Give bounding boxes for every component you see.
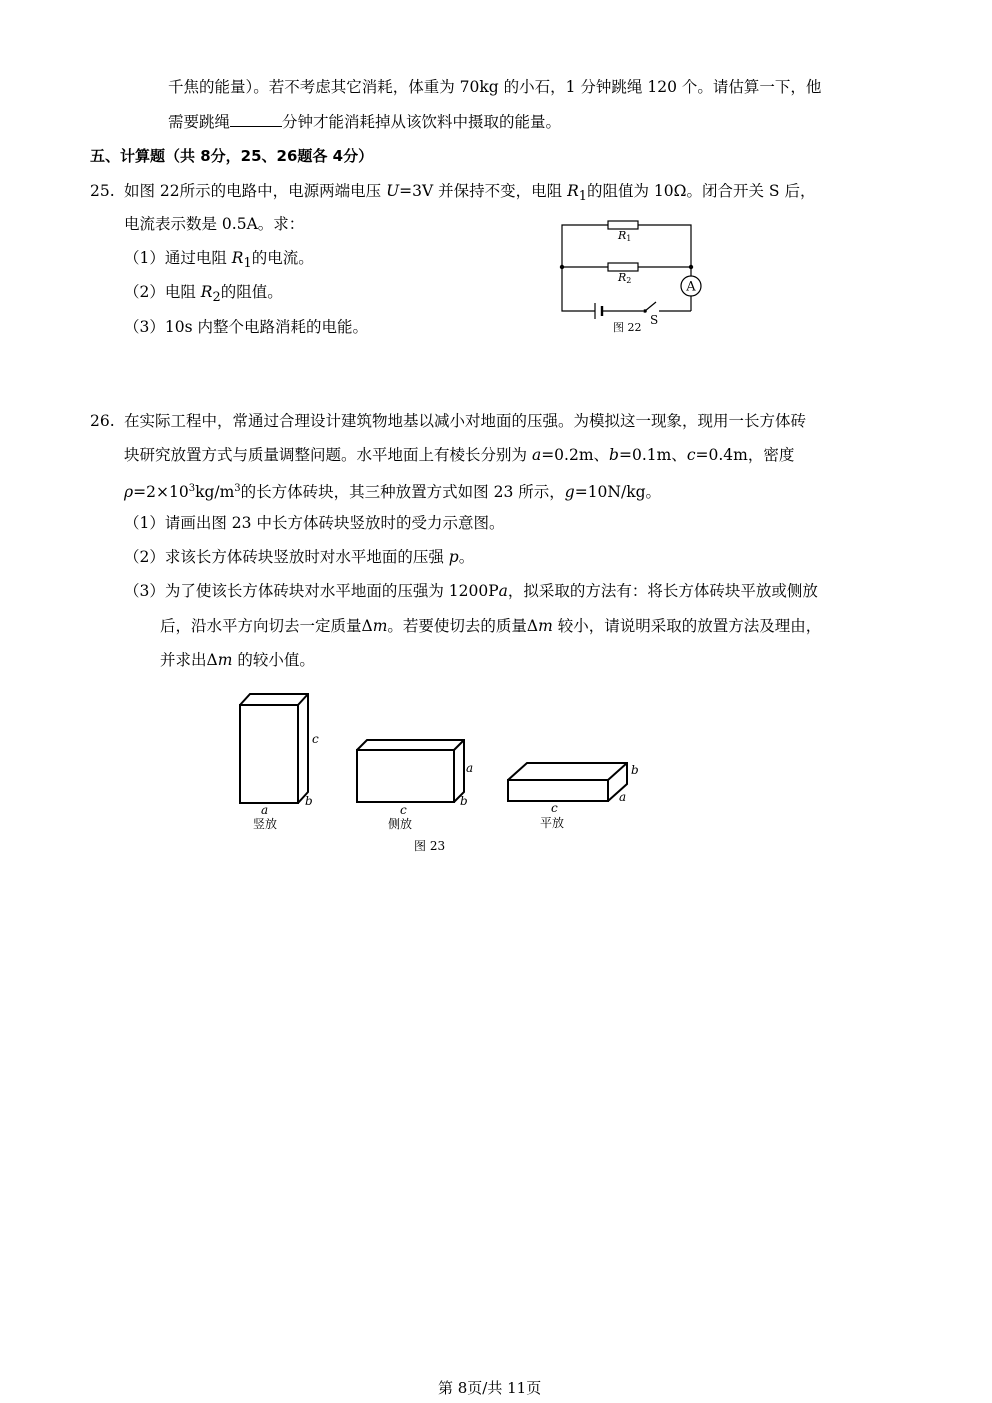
q26-l3-c: 的长方体砖块，其三种放置方式如图 23 所示， [240, 483, 565, 502]
brick-diagram-fig23 [220, 680, 660, 860]
switch-lever [645, 302, 656, 311]
switch-pivot [643, 309, 647, 313]
page-footer: 第 8页/共 11页 [438, 1379, 542, 1397]
fig22-caption: 图 22 [613, 321, 642, 334]
section-heading: 五、计算题（共 8分，25、26题各 4分） [90, 147, 374, 165]
upright-bottom-label: a [261, 803, 269, 817]
q26-sub3-l1-unit: a [498, 582, 508, 600]
q25-sub2-R: R [200, 283, 213, 301]
switch-label: S [650, 313, 659, 327]
circuit-diagram-fig22 [555, 215, 715, 340]
q26-l3-a: =2×10 [133, 483, 189, 502]
flat-height-label: b [631, 763, 639, 777]
q26-sub3-l2-m: m [372, 617, 388, 635]
upright-side-label: b [305, 794, 313, 808]
q26-sub3-line2 [160, 616, 821, 636]
q26-l3-g: g [564, 483, 575, 502]
upright-caption: 竖放 [253, 817, 278, 831]
q25-sub3: （3）10s 内整个电路消耗的电能。 [124, 318, 368, 336]
q26-sub1: （1）请画出图 23 中长方体砖块竖放时的受力示意图。 [124, 514, 505, 532]
r2-label: R2 [618, 271, 632, 285]
resistor-r2 [608, 263, 638, 271]
q25-l1-R: R [567, 182, 579, 200]
brick-upright [240, 694, 308, 803]
q26-line1: 在实际工程中，常通过合理设计建筑物地基以减小对地面的压强。为模拟这一现象，现用一长方体砖 [124, 412, 807, 430]
q26-sub2 [124, 547, 474, 567]
q26-l2-a: 块研究放置方式与质量调整问题。水平地面上有棱长分别为 [124, 446, 532, 464]
q26-l3-exp2: 3 [234, 483, 241, 494]
side-bottom-label: c [400, 803, 407, 817]
q26-l3-d: =10N/kg。 [574, 483, 662, 502]
junction-left [560, 265, 564, 269]
q26-l3-b: kg/m [195, 483, 235, 502]
q26-l2-cv: c [686, 446, 696, 464]
q26-l2-bv: b [609, 446, 619, 464]
upright-height-label: c [312, 732, 319, 746]
q25-l1-b: =3V 并保持不变，电阻 [399, 182, 568, 200]
q25-l1-a: 如图 22所示的电路中，电源两端电压 [124, 182, 387, 200]
side-side-label: b [460, 794, 468, 808]
flat-caption: 平放 [540, 816, 565, 830]
q25-sub2 [124, 282, 283, 308]
q25-sub2-b: 的阻值。 [220, 283, 283, 301]
q26-sub2-p: p [448, 548, 459, 566]
q26-sub3-l2-c: 较小，请说明采取的放置方法及理由， [552, 617, 822, 635]
q26-sub2-b: 。 [458, 548, 475, 566]
flat-side-label: a [619, 790, 627, 804]
q24-text-line1: 千焦的能量）。若不考虑其它消耗，体重为 70kg 的小石，1 分钟跳绳 120 个。请估算一下，他 [168, 78, 822, 96]
q26-sub3-l1-a: （3）为了使该长方体砖块对水平地面的压强为 1200P [124, 582, 499, 600]
side-height-label: a [466, 761, 474, 775]
q24-text-line2 [168, 112, 561, 132]
ammeter-label: A [686, 279, 696, 295]
q26-l2-av: a [531, 446, 542, 464]
q26-l2-aeq: =0.2m、 [541, 446, 610, 464]
q25-l1-c: 的阻值为 10Ω。闭合开关 S 后， [586, 182, 816, 200]
r1-label: R1 [618, 229, 632, 243]
q26-sub3-l3-b: 的较小值。 [232, 651, 315, 669]
q26-line2 [124, 445, 794, 465]
q25-line2: 电流表示数是 0.5A。求： [124, 215, 305, 233]
q25-sub1-R: R [231, 249, 244, 267]
q25-number: 25. [90, 182, 115, 200]
side-caption: 侧放 [388, 817, 413, 831]
junction-right [689, 265, 693, 269]
q25-sub2-sub: 2 [212, 290, 221, 306]
q26-sub3-line1 [124, 581, 818, 601]
q25-l1-U: U [386, 182, 400, 200]
q26-l2-beq: =0.1m、 [618, 446, 687, 464]
resistor-r1 [608, 221, 638, 229]
brick-flat [508, 763, 627, 801]
q25-line1 [124, 181, 815, 207]
fig23-caption: 图 23 [414, 839, 446, 853]
wire-top [562, 225, 691, 267]
answer-blank[interactable] [230, 112, 282, 127]
q25-sub2-a: （2）电阻 [124, 283, 201, 301]
q26-sub3-l2-m2: m [538, 617, 553, 635]
wire-left-bottom [562, 267, 595, 311]
q26-sub3-line3 [160, 650, 315, 670]
q25-sub1-a: （1）通过电阻 [124, 249, 232, 267]
q26-sub3-l2-a: 后，沿水平方向切去一定质量Δ [160, 617, 373, 635]
q25-sub1-sub: 1 [243, 256, 252, 272]
q26-number: 26. [90, 412, 115, 430]
q26-sub3-l2-b: 。若要使切去的质量Δ [387, 617, 539, 635]
q26-sub3-l1-b: ，拟采取的方法有：将长方体砖块平放或侧放 [507, 582, 818, 600]
brick-side-laid [357, 740, 464, 802]
q26-line3 [124, 479, 661, 502]
q26-sub2-a: （2）求该长方体砖块竖放时对水平地面的压强 [124, 548, 449, 566]
q24-text-pre: 需要跳绳 [168, 113, 231, 131]
q25-sub1 [124, 248, 314, 274]
flat-bottom-label: c [551, 801, 558, 815]
q24-text-post: 分钟才能消耗掉从该饮料中摄取的能量。 [282, 113, 562, 131]
q26-l3-exp: 3 [188, 483, 196, 494]
q26-l3-rho: ρ [124, 483, 134, 502]
q26-sub3-l3-a: 并求出Δ [160, 651, 218, 669]
q26-l2-ceq: =0.4m，密度 [695, 446, 795, 464]
q25-l1-sub: 1 [578, 189, 587, 205]
q26-sub3-l3-m: m [217, 651, 233, 669]
q25-sub1-b: 的电流。 [251, 249, 314, 267]
